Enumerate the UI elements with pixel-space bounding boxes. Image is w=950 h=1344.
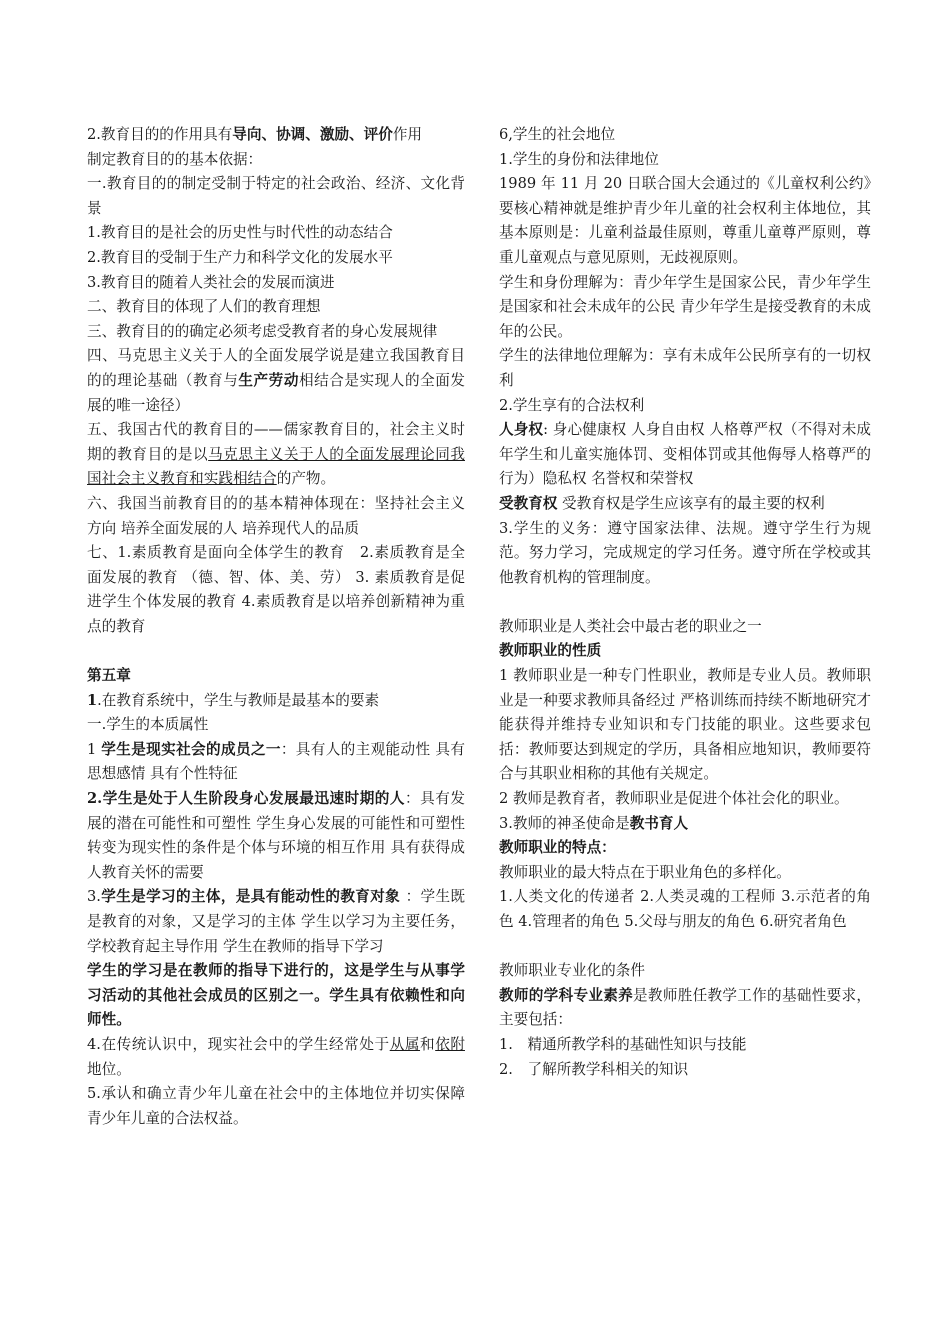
paragraph [499,984,871,1033]
underlined-text: 马克思主义关于人的全面发展理论同我国社会主义教育和实践相结合 [87,445,465,488]
bold-text: 学生是学习的主体，是具有能动性的教育对象 [100,888,406,906]
paragraph [499,172,871,270]
bold-text: 导向、协调、激励、评价 [232,126,393,143]
text-span: 受教育权是学生应该享有的最主要的权利 [557,494,825,512]
underlined-text: 依附 [435,1035,465,1053]
text-span: 3.教师的神圣使命是 [499,814,630,832]
text-span: 1.教育目的是社会的历史性与时代性的动态结合 [87,224,393,242]
bold-text: 教师的学科专业素养 [499,986,634,1004]
bold-text: 受教育权 [499,494,558,512]
paragraph [499,344,871,393]
text-span: 教师职业的最大特点在于职业角色的多样化。 [499,863,791,881]
text-span: 1. 精通所教学科的基础性知识与技能 [499,1035,747,1053]
paragraph [499,394,871,419]
paragraph [499,271,871,345]
bold-text: 生产劳动 [238,371,299,389]
paragraph [87,295,465,320]
text-span: .在教育系统中，学生与教师是最基本的要素 [97,691,380,709]
text-span: 制定教育目的的基本依据： [87,150,263,168]
paragraph [499,1033,871,1058]
paragraph [499,1058,871,1083]
bold-text: 教师职业的特点： [499,839,616,857]
text-span: 七、1.素质教育是面向全体学生的教育 2.素质教育是全面发展的教育 （德、智、体、美、劳） 3. 素质教育是促进学生个体发展的教育 4.素质教育是以培养创新精神为重点的教育 [87,544,465,635]
text-span: 2 教师是教育者，教师职业是促进个体社会化的职业。 [499,790,849,808]
text-span: 地位。 [87,1060,131,1078]
text-span: 三、教育目的的确定必须考虑受教育者的身心发展规律 [87,322,438,340]
paragraph [87,664,465,689]
paragraph [87,221,465,246]
text-span: 1 教师职业是一种专门性职业，教师是专业人员。教师职业是一种要求教师具备经过 严格训练而持续不断地研究才能获得并维持专业知识和专门技能的职业。这些要求包括：教师要达到规定的学历，具备相应地知识，教师要符合与其职业相称的其他有关规定。 [499,667,871,783]
underlined-text: 从属 [389,1035,421,1053]
paragraph [87,959,465,1033]
bold-text: 教师职业的性质 [499,642,602,660]
paragraph [499,615,871,640]
text-span: ：具有人的主观能动性 具有思想感情 具有个性特征 [87,740,465,783]
paragraph [87,738,465,787]
bold-text: 学生的学习是在教师的指导下进行的，这是学生与从事学习活动的其他社会成员的区别之一。学生具有依赖性和向师性。 [87,962,465,1029]
text-span: ：学生既是教育的对象，又是学习的主体 学生以学习为主要任务，学校教育起主导作用 学生在教师的指导下学习 [87,888,465,955]
bold-text: 1 [87,691,98,709]
paragraph [499,836,871,861]
paragraph [87,541,465,639]
paragraph [87,713,465,738]
text-span: 2.教育目的的作用具有 [87,126,233,143]
text-span: : 身心健康权 人身自由权 人格尊严权（不得对未成年学生和儿童实施体罚、变相体罚或其他侮辱人格尊严的行为）隐私权 名誉权和荣誉权 [499,421,871,488]
blank-line [499,590,871,615]
text-span: 四、马克思主义关于人的全面发展学说是建立我国教育目的的理论基础（教育与 [87,347,465,389]
text-span: 学生的法律地位理解为：享有未成年公民所享有的一切权利 [499,347,871,389]
paragraph [87,787,465,885]
text-span: 作用 [392,126,423,143]
paragraph [499,418,871,492]
bold-text: 人身权 [499,421,544,439]
paragraph [87,1033,465,1082]
text-span: 6,学生的社会地位 [499,126,616,143]
paragraph [499,492,871,517]
paragraph [499,885,871,934]
paragraph [87,689,465,714]
blank-line [87,639,465,664]
paragraph [87,418,465,492]
paragraph [87,246,465,271]
text-span: 2.教育目的受制于生产力和科学文化的发展水平 [87,248,393,266]
text-span: 一.教育目的的制定受制于特定的社会政治、经济、文化背景 [87,175,465,217]
paragraph [87,492,465,541]
text-span: ：具有发展的潜在可能性和可塑性 学生身心发展的可能性和可塑性转变为现实性的条件是个体与环境的相互作用 具有获得成人教育关怀的需要 [87,790,465,881]
right-column [499,123,871,1082]
text-span: 二、教育目的体现了人们的教育理想 [87,298,321,316]
text-span: 是教师胜任教学工作的基础性要求，主要包括： [499,986,871,1029]
paragraph [499,123,871,148]
paragraph [499,148,871,173]
paragraph [87,172,465,221]
text-span: 五、我国古代的教育目的——儒家教育目的，社会主义时期的教育目的是以 [87,421,465,463]
text-span: 的产物。 [276,470,336,488]
text-span: 1.人类文化的传递者 2.人类灵魂的工程师 3.示范者的角色 4.管理者的角色 5.父母与朋友的角色 6.研究者角色 [499,888,871,930]
text-span: 1.学生的身份和法律地位 [499,150,659,168]
paragraph [87,148,465,173]
text-span: 教师职业专业化的条件 [499,962,645,980]
text-span: 2. 了解所教学科相关的知识 [499,1060,689,1078]
text-span: 1989 年 11 月 20 日联合国大会通过的《儿童权利公约》要核心精神就是维护青少年儿童的社会权利主体地位，其基本原则是：儿童利益最佳原则，尊重儿童尊严原则，尊重儿童观点与意见原则，无歧视原则。 [499,175,871,266]
left-column [87,123,465,1131]
bold-text: 学生是现实社会的成员之一 [101,740,281,758]
paragraph [499,639,871,664]
paragraph [87,885,465,959]
text-span: 教师职业是人类社会中最古老的职业之一 [499,617,762,635]
text-span: 学生和身份理解为：青少年学生是国家公民，青少年学生是国家和社会未成年的公民 青少年学生是接受教育的未成年的公民。 [499,273,871,340]
paragraph [499,664,871,787]
text-span: 相结合是实现人的全面发展的唯一途径） [87,371,465,414]
paragraph [87,1082,465,1131]
bold-text: 第五章 [87,667,131,685]
bold-text: 教书育人 [629,814,689,832]
text-span: 一.学生的本质属性 [87,716,209,734]
paragraph [87,344,465,418]
text-span: 4.在传统认识中，现实社会中的学生经常处于 [87,1035,390,1053]
bold-text: 2.学生是处于人生阶段身心发展最迅速时期的人 [87,790,406,808]
blank-line [499,935,871,960]
text-span: 1 [87,740,102,758]
paragraph [87,320,465,345]
paragraph [499,787,871,812]
paragraph [499,861,871,886]
text-span: 3.教育目的随着人类社会的发展而演进 [87,273,335,291]
text-span: 2.学生享有的合法权利 [499,396,645,414]
text-span: 和 [420,1035,436,1053]
paragraph [499,517,871,591]
text-span: 3. [87,888,101,906]
paragraph [87,123,465,148]
text-span: 5.承认和确立青少年儿童在社会中的主体地位并切实保障青少年儿童的合法权益。 [87,1085,465,1127]
paragraph [87,271,465,296]
text-span: 3.学生的义务：遵守国家法律、法规。遵守学生行为规范。努力学习，完成规定的学习任务。遵守所在学校或其他教育机构的管理制度。 [499,519,871,586]
text-span: 六、我国当前教育目的的基本精神体现在：坚持社会主义方向 培养全面发展的人 培养现代人的品质 [87,494,465,537]
paragraph [499,959,871,984]
paragraph [499,812,871,837]
